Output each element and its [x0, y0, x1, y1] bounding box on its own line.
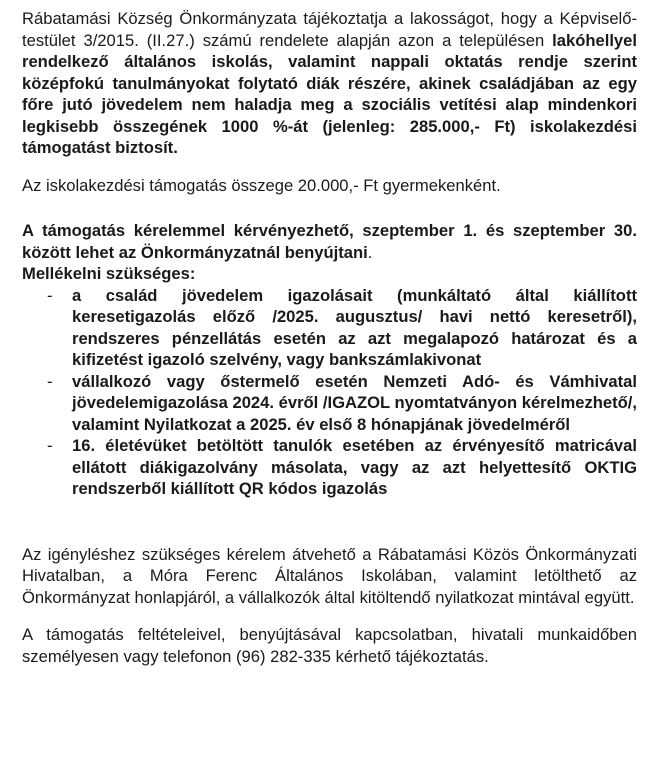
list-item	[22, 371, 637, 436]
amount-paragraph: Az iskolakezdési támogatás összege 20.000,- Ft gyermekenként.	[22, 175, 501, 195]
intro-bold-text: lakóhellyel rendelkező általános iskolás, valamint nappali oktatás rendje szerint középfokú tanulmányokat folytató diák részére, akinek családjában az egy főre jutó jövedelem nem haladja meg a szociális vetítési alap mindenkori legkisebb összegének 1000 %-át (jelenleg: 285.000,- Ft) iskolakezdési támogatást biztosít.	[22, 30, 637, 157]
form-info-paragraph: Az igényléshez szükséges kérelem átvehető a Rábatamási Közös Önkormányzati Hivatalban, a Móra Ferenc Általános Iskolában, valamint letölthető az Önkormányzat honlapjáról, a vállalkozók által kitöltendő nyilatkozat mintával együtt.	[22, 544, 637, 607]
contact-paragraph: A támogatás feltételeivel, benyújtásával kapcsolatban, hivatali munkaidőben személyesen vagy telefonon (96) 282-335 kérhető tájékoztatás.	[22, 625, 637, 666]
list-item-text: 16. életévüket betöltött tanulók esetében az érvényesítő matricával ellátott diákigazolvány másolata, vagy az azt helyettesítő OKTIG rendszerből kiállított QR kódos igazolás	[72, 436, 637, 498]
list-dash: -	[47, 436, 53, 455]
intro-paragraph	[22, 8, 637, 159]
list-item-text: vállalkozó vagy őstermelő esetén Nemzeti Adó- és Vámhivatal jövedelemigazolása 2024. évről /IGAZOL nyomtatványon kérelmezhető/, valamint Nyilatkozat a 2025. év első 8 hónapjának jövedelméről	[72, 371, 638, 434]
list-item-text: a család jövedelem igazolásait (munkáltató által kiállított keresetigazolás előző /2025. augusztus/ havi nettó keresetről), rendszeres pénzellátás esetén az azt megalapozó határozat és a kifizetést igazoló szelvény, vagy bankszámlakivonat	[72, 285, 637, 369]
list-dash: -	[47, 285, 53, 305]
notice-document	[22, 8, 637, 667]
list-dash: -	[47, 371, 53, 391]
list-item	[22, 435, 637, 500]
intro-text: Rábatamási Község Önkormányzata tájékoztatja a lakosságot, hogy a Képviselő-testület 3/2015. (II.27.) számú rendelete alapján azon a településen	[22, 9, 637, 50]
attachments-list	[22, 285, 637, 500]
application-paragraph	[22, 220, 637, 263]
application-tail: .	[367, 242, 373, 262]
list-item	[22, 285, 637, 371]
attachments-heading: Mellékelni szükséges:	[22, 264, 196, 283]
application-bold-text: A támogatás kérelemmel kérvényezhető, szeptember 1. és szeptember 30. között lehet az Önkormányzatnál benyújtani	[22, 221, 637, 262]
